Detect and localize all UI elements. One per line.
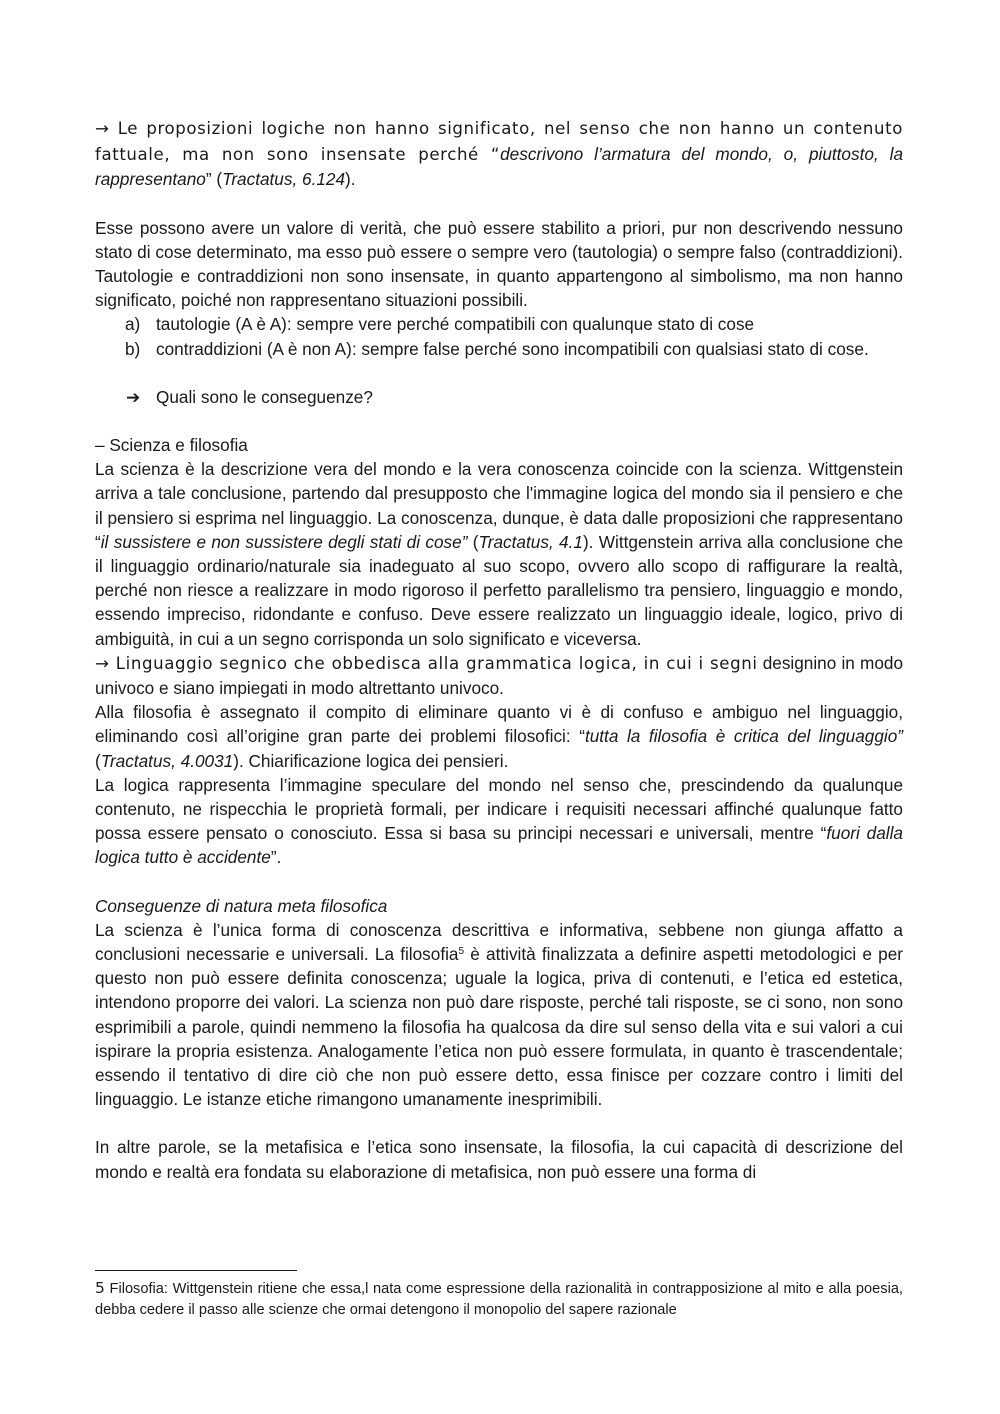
footnote: 5 Filosofia: Wittgenstein ritiene che essa,l nata come espressione della razionalità in contrapposizione al mito e alla poesia, debba cedere il passo alle scienze che ormai detengono il monopolio del sapere razionale	[95, 1279, 903, 1318]
footnote-divider	[95, 1270, 297, 1271]
spacer	[95, 409, 903, 433]
reference: Tractatus, 4.0031	[100, 750, 234, 771]
paragraph-meta-philosophy: La scienza è l’unica forma di conoscenza descrittiva e informativa, sebbene non giunga affatto a conclusioni necessarie e universali. La filosofia$^5$ è attività finalizzata a definire aspetti metodologici e per questo non può essere definita conoscenza; uguale la logica, priva di contenuti, e l’etica ed estetica, intendono proporre dei valori. La scienza non può dare risposte, perché tali risposte, se ci sono, non sono esprimibili a parole, quindi nemmeno la filosofia ha qualcosa da dire sul senso della vita e sui valori a cui ispirare la propria esistenza. Analogamente l’etica non può essere formulata, in quanto è trascendentale; essendo il tentativo di dire ciò che non può essere detto, essa finisce per cozzare contro i limiti del linguaggio. Le istanze etiche rimangono umanamente inesprimibili.	[95, 919, 904, 1110]
quote: descrivono l’armatura del mondo, o, piuttosto, la rappresentano	[95, 143, 904, 189]
alpha-list	[95, 312, 903, 360]
arrow-right-icon: ➔	[126, 386, 141, 407]
paragraph-truth-value: Esse possono avere un valore di verità, che può essere stabilito a priori, pur non descrivendo nessuno stato di cose determinato, ma esso può essere o sempre vero (tautologia) o sempre falso (contraddizioni). Tautologie e contraddizioni non sono insensate, in quanto appartengono al simbolismo, ma non hanno significato, poiché non rappresentano situazioni possibili.	[95, 217, 903, 311]
spacer	[95, 1111, 903, 1135]
section-heading-meta: Conseguenze di natura meta filosofica	[95, 895, 388, 916]
paragraph-logical-propositions: → Le proposizioni logiche non hanno significato, nel senso che non hanno un contenuto fattuale, ma non sono insensate perché “descrivono l’armatura del mondo, o, piuttosto, la rappresentano” (Tractatus, 6.124).	[95, 119, 904, 189]
arrow-text: → Le proposizioni logiche non hanno significato, nel senso che non hanno un contenuto fattuale, ma non sono insensate perché “	[95, 119, 903, 164]
reference: Tractatus, 6.124	[222, 169, 346, 189]
question-item: ➔ Quali sono le conseguenze?	[95, 385, 903, 409]
footnote-reference[interactable]: 5	[458, 945, 465, 957]
spacer	[95, 192, 903, 216]
quote: tutta la filosofia è critica del linguaggio”	[584, 726, 903, 747]
spacer	[95, 361, 903, 385]
section-heading-science: – Scienza e filosofia	[95, 434, 248, 455]
list-marker: b)	[125, 338, 141, 359]
paragraph-logic: La logica rappresenta l’immagine speculare del mondo nel senso che, prescindendo da qualunque contenuto, ne rispecchia le proprietà formali, per indicare i requisiti necessari affinché qualunque fatto possa essere pensato o conosciuto. Essa si basa su principi necessari e universali, mentre “fuori dalla logica tutto è accidente”.	[95, 774, 903, 868]
document-body	[95, 116, 903, 1184]
list-marker: a)	[125, 314, 141, 335]
quote: fuori dalla logica tutto è accidente	[95, 823, 903, 868]
paragraph-science: La scienza è la descrizione vera del mondo e la vera conoscenza coincide con la scienza. Wittgenstein arriva a tale conclusione, partendo dal presupposto che l'immagine logica del mondo sia il pensiero e che il pensiero si esprima nel linguaggio. La conoscenza, dunque, è data dalle proposizioni che rappresentano “il sussistere e non sussistere degli stati di cose” (Tractatus, 4.1). Wittgenstein arriva alla conclusione che il linguaggio ordinario/naturale sia inadeguato al suo scopo, ovvero allo scopo di raffigurare la realtà, perché non riesce a realizzare in modo rigoroso il perfetto parallelismo tra pensiero, linguaggio e mondo, essendo impreciso, ridondante e confuso. Deve essere realizzato un linguaggio ideale, logico, privo di ambiguità, in cui a un segno corrisponda un solo significato e viceversa.	[95, 459, 904, 649]
arrow-icon: →	[95, 119, 110, 138]
quote: il sussistere e non sussistere degli stati di cose”	[100, 531, 468, 552]
paragraph-philosophy-task: Alla filosofia è assegnato il compito di eliminare quanto vi è di confuso e ambiguo nel linguaggio, eliminando così all’origine gran parte dei problemi filosofici: “tutta la filosofia è critica del linguaggio” (Tractatus, 4.0031). Chiarificazione logica dei pensieri.	[95, 702, 903, 771]
list-item: a) tautologie (A è A): sempre vere perché compatibili con qualunque stato di cose	[95, 312, 903, 336]
footnote-number: 5	[95, 1279, 105, 1297]
paragraph-conclusion: In altre parole, se la metafisica e l’etica sono insensate, la filosofia, la cui capacità di descrizione del mondo e realtà era fondata su elaborazione di metafisica, non può essere una forma di	[95, 1137, 903, 1182]
spacer	[95, 870, 903, 894]
list-item: b) contraddizioni (A è non A): sempre false perché sono incompatibili con qualsiasi stato di cose.	[95, 337, 903, 361]
paragraph-sign-language: → Linguaggio segnico che obbedisca alla grammatica logica, in cui i segni designino in modo univoco e siano impiegati in modo altrettanto univoco.	[95, 652, 903, 698]
reference: Tractatus, 4.1	[478, 531, 583, 552]
